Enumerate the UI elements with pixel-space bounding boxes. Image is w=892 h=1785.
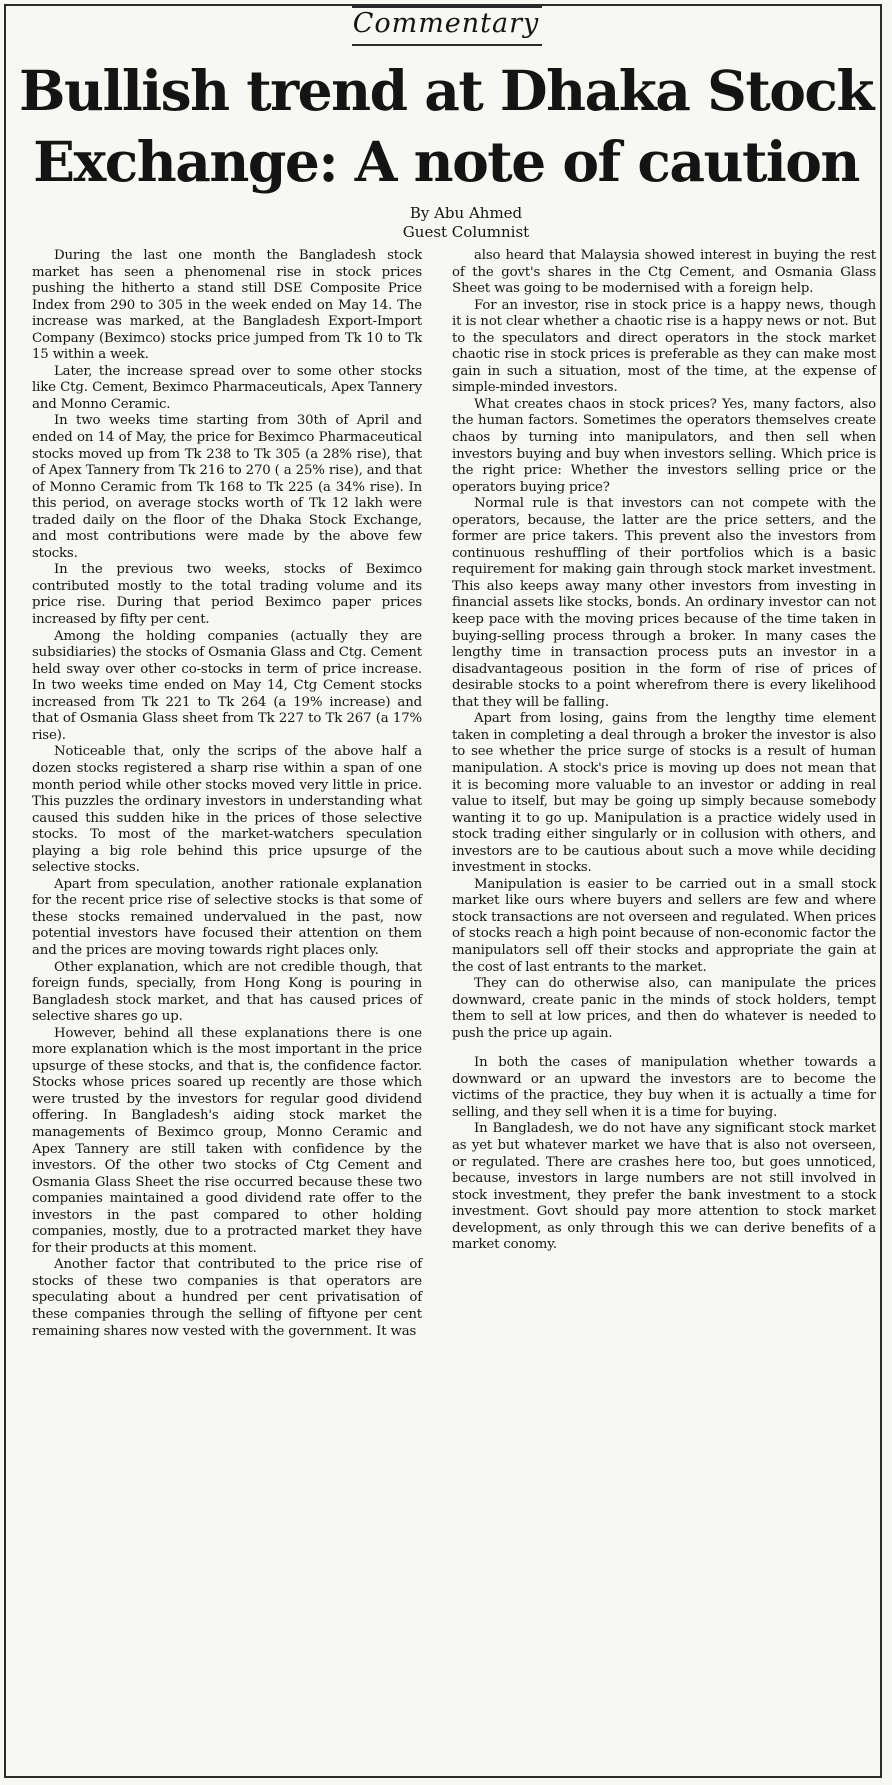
paragraph: Another factor that contributed to the price rise of stocks of these two companies is that operators are speculating about a hundred per cent privatisation of these companies through the selling of fiftyone per cent remaining shares now vested with the government. It was: [32, 1257, 422, 1339]
byline: [0, 204, 892, 242]
paragraph: However, behind all these explanations there is one more explanation which is the most important in the price upsurge of these stocks, and that is, the confidence factor. Stocks whose prices soared up recently are those which were trusted by the investors for regular good dividend offering. In Bangladesh's aiding stock market the managements of Beximco group, Monno Ceramic and Apex Tannery are still taken with confidence by the investors. Of the other two stocks of Ctg Cement and Osmania Glass Sheet the rise occurred because these two companies maintained a good dividend rate offer to the investors in the past compared to other holding companies, mostly, due to a protracted market they have for their products at this moment.: [32, 1025, 422, 1256]
paragraph: also heard that Malaysia showed interest in buying the rest of the govt's shares in the Ctg Cement, and Osmania Glass Sheet was going to be modernised with a foreign help.: [452, 248, 876, 297]
paragraph: Apart from losing, gains from the lengthy time element taken in completing a deal through a broker the investor is also to see whether the price surge of stocks is a result of human manipulation. A stock's price is moving up does not mean that it is becoming more valuable to an investor or adding in real value to itself, but may be going up simply because somebody wanting it to go up. Manipulation is a practice widely used in stock trading either singularly or in collusion with others, and investors are to be cautious about such a move while deciding investment in stocks.: [452, 711, 876, 876]
article-column-left: [32, 248, 422, 1340]
paragraph: Among the holding companies (actually they are subsidiaries) the stocks of Osmania Glass and Ctg. Cement held sway over other co-stocks in term of price increase. In two weeks time ended on May 14, Ctg Cement stocks increased from Tk 221 to Tk 264 (a 19% increase) and that of Osmania Glass sheet from Tk 227 to Tk 267 (a 17% rise).: [32, 628, 422, 743]
paragraph: In Bangladesh, we do not have any significant stock market as yet but whatever market we have that is also not overseen, or regulated. There are crashes here too, but goes unnoticed, because, investors in large numbers are not still involved in stock investment, they prefer the bank investment to a stock investment. Govt should pay more attention to stock market development, as only through this we can derive benefits of a market conomy.: [452, 1121, 876, 1253]
paragraph: Apart from speculation, another rationale explanation for the recent price rise of selective stocks is that some of these stocks remained undervalued in the past, now potential investors have focused their attention on them and the prices are moving towards right places only.: [32, 876, 422, 958]
author-role: Guest Columnist: [402, 223, 530, 241]
paragraph: During the last one month the Bangladesh stock market has seen a phenomenal rise in stock prices pushing the hitherto a stand still DSE Composite Price Index from 290 to 305 in the week ended on May 14. The increase was marked, at the Bangladesh Export-Import Company (Beximco) stocks price jumped from Tk 10 to Tk 15 within a week.: [32, 248, 422, 363]
paragraph: What creates chaos in stock prices? Yes, many factors, also the human factors. Sometimes the operators themselves create chaos by turning into manipulators, and then sell when investors buying and buy when investors selling. Which price is the right price: Whether the investors selling price or the operators buying price?: [452, 396, 876, 495]
article-column-right: [452, 248, 876, 1254]
paragraph: Other explanation, which are not credible though, that foreign funds, specially, from Hong Kong is pouring in Bangladesh stock market, and that has caused prices of selective shares go up.: [32, 959, 422, 1025]
headline-line-2: Exchange: A note of caution: [33, 129, 859, 194]
paragraph: In the previous two weeks, stocks of Beximco contributed mostly to the total trading volume and its price rise. During that period Beximco paper prices increased by fifty per cent.: [32, 562, 422, 628]
author-name: By Abu Ahmed: [409, 204, 523, 222]
paragraph: Noticeable that, only the scrips of the above half a dozen stocks registered a sharp rise within a span of one month period while other stocks moved very little in price. This puzzles the ordinary investors in understanding what caused this sudden hike in the prices of those selective stocks. To most of the market-watchers speculation playing a big role behind this price upsurge of the selective stocks.: [32, 744, 422, 876]
paragraph: They can do otherwise also, can manipulate the prices downward, create panic in the minds of stock holders, tempt them to sell at low prices, and then do whatever is needed to push the price up again.: [452, 976, 876, 1041]
paragraph: Normal rule is that investors can not compete with the operators, because, the latter are the price setters, and the former are price takers. This prevent also the investors from continuous reshuffling of their portfolios which is a basic requirement for making gain through stock market investment. This also keeps away many other investors from investing in financial assets like stocks, bonds. An ordinary investor can not keep pace with the moving prices because of the time taken in buying-selling process through a broker. In many cases the lengthy time in transaction process puts an investor in a disadvantageous position in the form of rise of prices of desirable stocks to a point wherefrom there is every likelihood that they will be falling.: [452, 496, 876, 710]
paragraph: For an investor, rise in stock price is a happy news, though it is not clear whether a chaotic rise is a happy news or not. But to the speculators and direct operators in the stock market chaotic rise in stock prices is preferable as they can make most gain in such a situation, most of the time, at the expense of simple-minded investors.: [452, 297, 876, 396]
paragraph: Manipulation is easier to be carried out in a small stock market like ours where buyers and sellers are few and where stock transactions are not overseen and regulated. When prices of stocks reach a high point because of non-economic factor the manipulators sell off their stocks and appropriate the gain at the cost of last entrants to the market.: [452, 876, 876, 975]
headline-line-1: Bullish trend at Dhaka Stock: [18, 58, 874, 123]
paragraph: Later, the increase spread over to some other stocks like Ctg. Cement, Beximco Pharmaceuticals, Apex Tannery and Monno Ceramic.: [32, 363, 422, 412]
section-rule-bottom: [352, 44, 542, 46]
paragraph: In two weeks time starting from 30th of April and ended on 14 of May, the price for Beximco Pharmaceutical stocks moved up from Tk 238 to Tk 305 (a 28% rise), that of Apex Tannery from Tk 216 to 270 ( a 25% rise), and that of Monno Ceramic from Tk 168 to Tk 225 (a 34% rise). In this period, on average stocks worth of Tk 12 lakh were traded daily on the floor of the Dhaka Stock Exchange, and most contributions were made by the above few stocks.: [32, 413, 422, 561]
headline: [0, 55, 892, 197]
paragraph: In both the cases of manipulation whether towards a downward or an upward the investors are to become the victims of the practice, they buy when it is actually a time for selling, and they sell when it is a time for buying.: [452, 1055, 876, 1120]
section-label: Commentary: [352, 8, 540, 39]
